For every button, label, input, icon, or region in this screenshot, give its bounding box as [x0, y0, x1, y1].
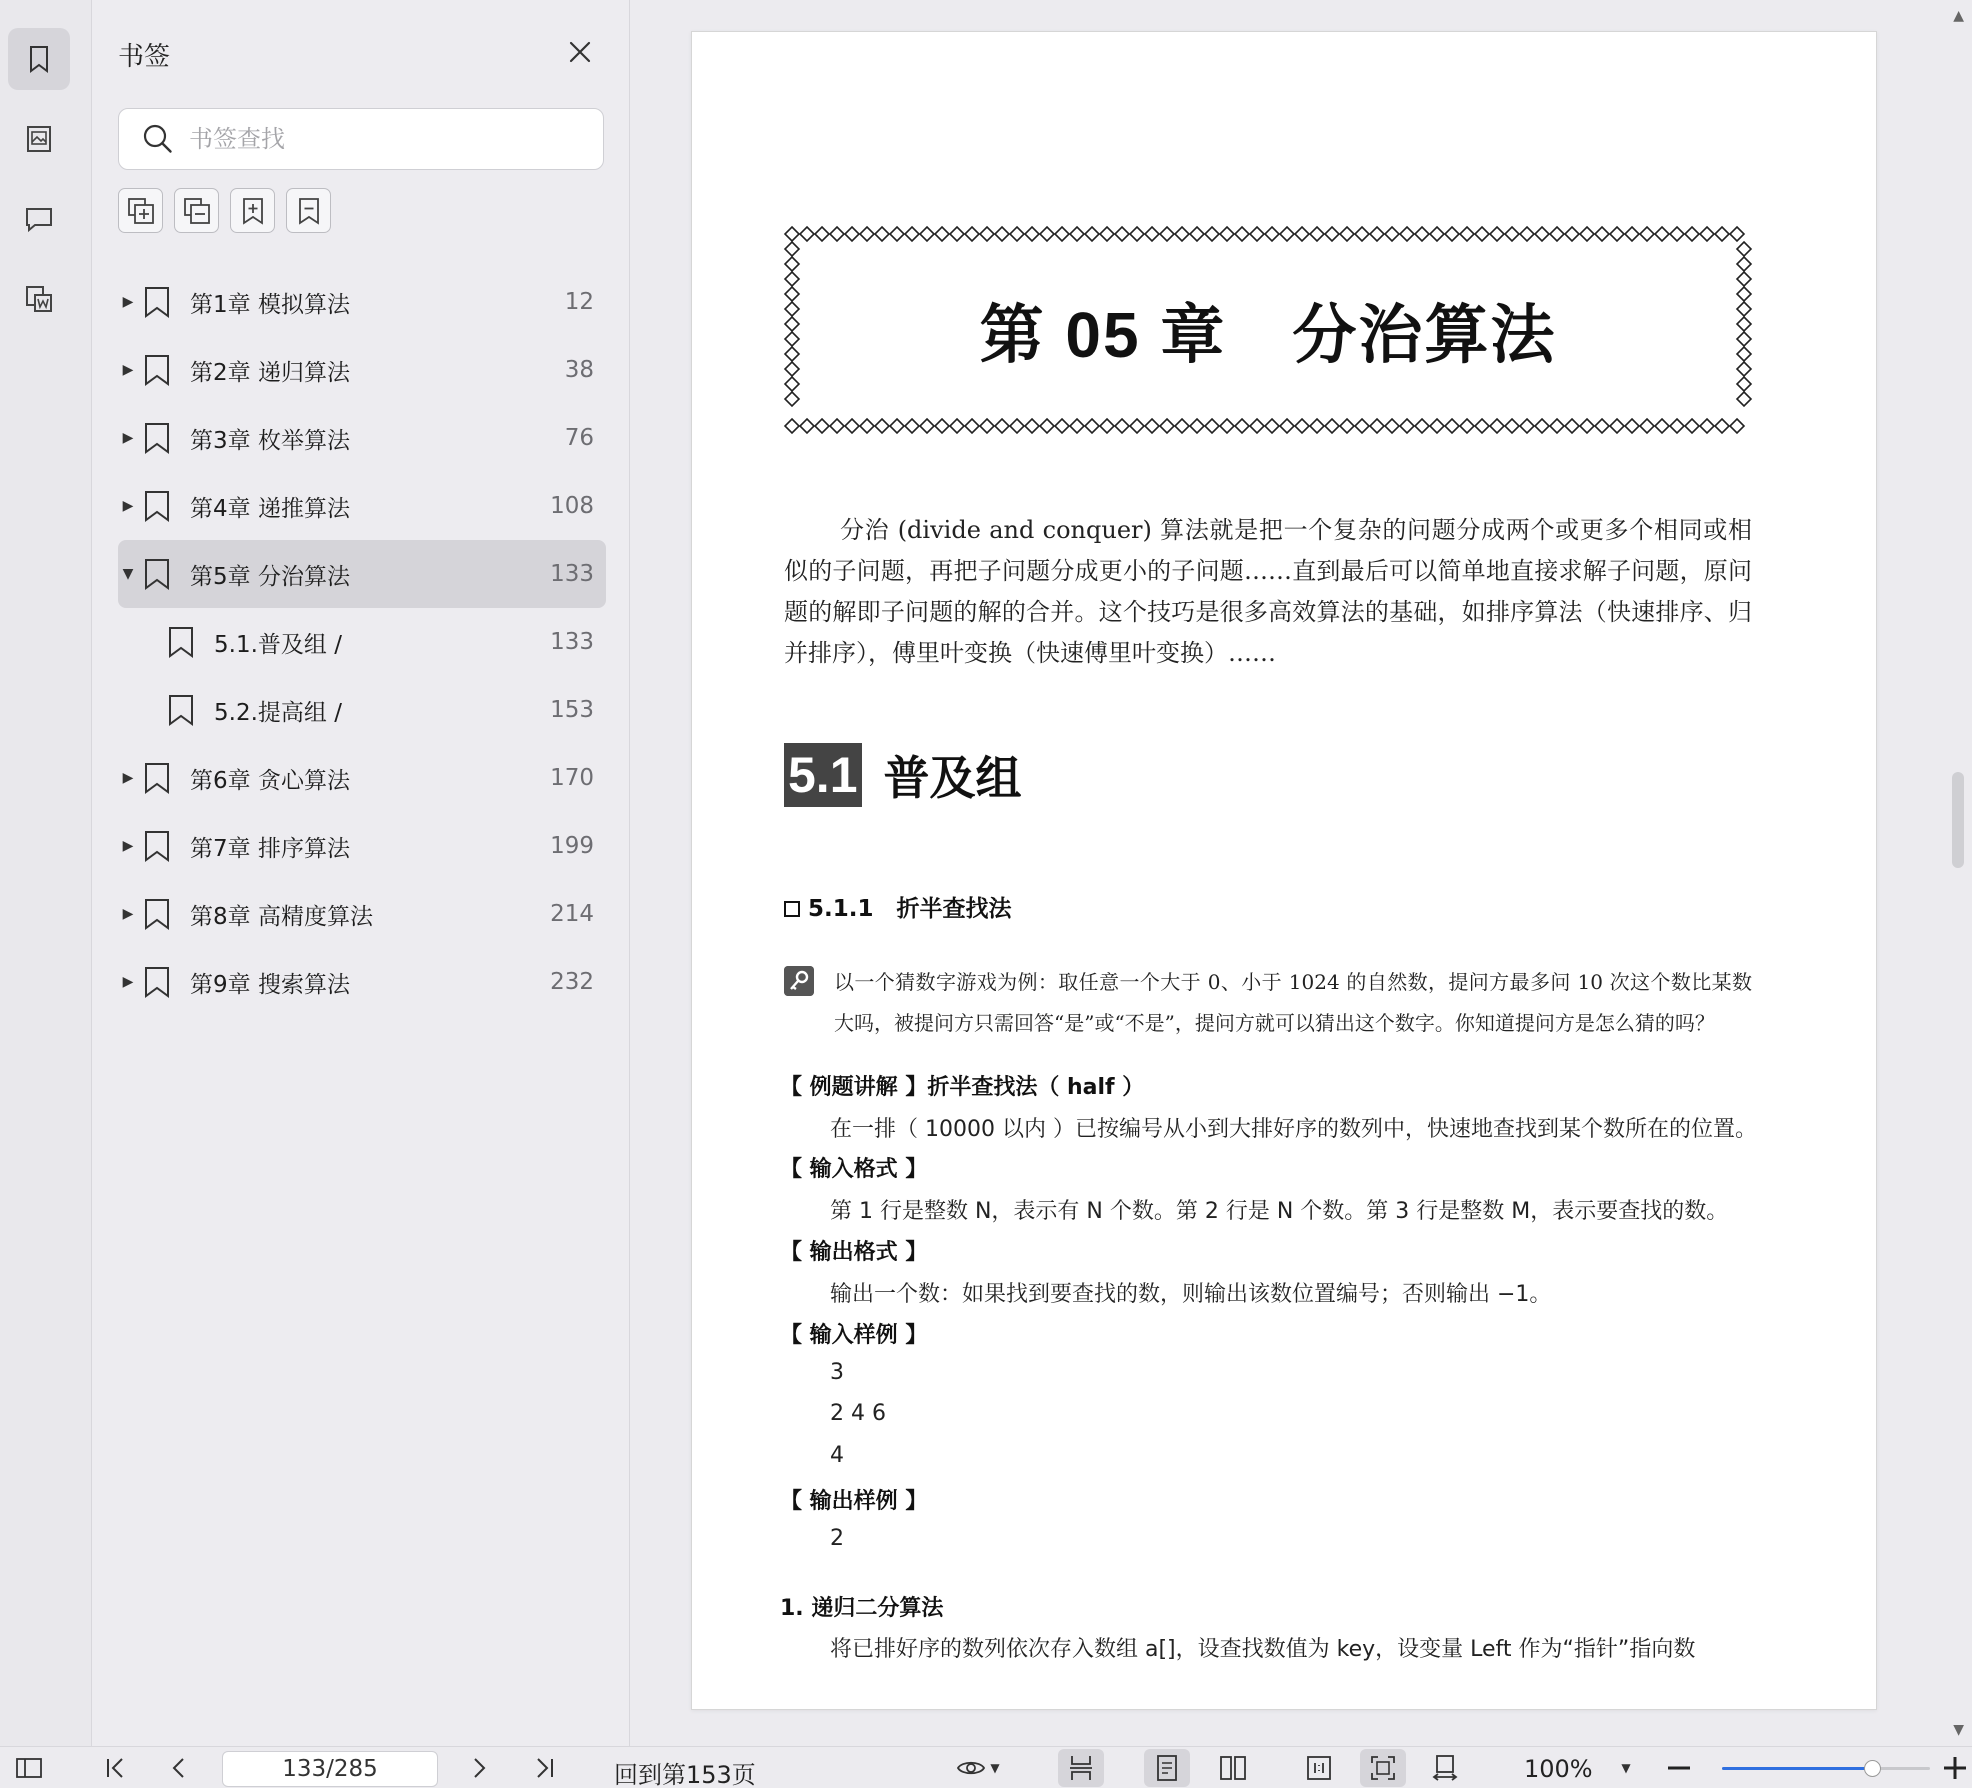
- bookmark-icon: [166, 693, 196, 727]
- zoom-slider-handle[interactable]: [1864, 1760, 1881, 1777]
- square-bullet-icon: [784, 901, 800, 917]
- bookmark-label: 第3章 枚举算法: [190, 427, 350, 454]
- bookmark-label: 第9章 搜索算法: [190, 971, 350, 998]
- tip-paragraph: 以一个猜数字游戏为例：取任意一个大于 0、小于 1024 的自然数，提问方最多问 10 次这个数比某数大吗，被提问方只需回答“是”或“不是”，提问方就可以猜出这个数字。你知道提问方是怎么猜的吗？: [834, 970, 1752, 1035]
- bookmark-label: 第1章 模拟算法: [190, 291, 350, 318]
- add-bookmark-icon: [237, 195, 269, 227]
- bookmark-label: 5.2.提高组 /: [214, 699, 342, 726]
- bookmark-label: 第7章 排序算法: [190, 835, 350, 862]
- rail-word-export-button[interactable]: [8, 268, 70, 330]
- bookmark-item[interactable]: [118, 404, 606, 472]
- search-icon: [141, 122, 175, 156]
- caret-right-icon[interactable]: ▶: [122, 906, 134, 922]
- caret-down-icon[interactable]: ▼: [122, 566, 134, 582]
- previous-page-button[interactable]: [162, 1747, 196, 1788]
- caret-right-icon[interactable]: ▶: [122, 838, 134, 854]
- add-bookmark-button[interactable]: [230, 188, 275, 233]
- bookmark-item[interactable]: [118, 336, 606, 404]
- body-line: 2: [830, 1526, 844, 1551]
- bookmark-item[interactable]: [118, 812, 606, 880]
- zoom-value[interactable]: 100%: [1524, 1755, 1593, 1783]
- rotate-page-button[interactable]: [1422, 1747, 1468, 1788]
- bookmark-item[interactable]: [118, 608, 606, 676]
- bookmark-label: 5.1.普及组 /: [214, 631, 342, 658]
- page-number-input[interactable]: [222, 1751, 438, 1787]
- section-title: 普及组: [883, 752, 1022, 804]
- rotate-icon: [1430, 1753, 1460, 1783]
- chevron-right-icon: [464, 1753, 494, 1783]
- body-line: 3: [830, 1360, 844, 1385]
- plus-icon: [1940, 1753, 1970, 1783]
- bookmark-page-number: 38: [564, 357, 594, 383]
- single-page-button[interactable]: [1144, 1749, 1190, 1787]
- bookmark-icon: [166, 625, 196, 659]
- body-line: 2 4 6: [830, 1401, 886, 1426]
- bookmark-item[interactable]: [118, 744, 606, 812]
- key-tip-icon: [784, 966, 814, 996]
- single-page-icon: [1152, 1753, 1182, 1783]
- document-page: [691, 31, 1877, 1710]
- remove-bookmark-button[interactable]: [286, 188, 331, 233]
- caret-right-icon[interactable]: ▶: [122, 430, 134, 446]
- fit-page-icon: [1368, 1753, 1398, 1783]
- next-page-button[interactable]: [462, 1747, 496, 1788]
- zoom-in-button[interactable]: [1940, 1747, 1970, 1788]
- bookmark-page-number: 170: [550, 765, 594, 791]
- subsection-title: 5.1.1 折半查找法: [808, 896, 1012, 922]
- bottom-toolbar: [0, 1746, 1972, 1788]
- actual-size-icon: [1304, 1753, 1334, 1783]
- chevron-down-icon: ▼: [1621, 1761, 1631, 1775]
- section-heading: [784, 742, 1022, 808]
- caret-right-icon[interactable]: ▶: [122, 294, 134, 310]
- two-page-button[interactable]: [1210, 1747, 1256, 1788]
- expand-all-button[interactable]: [118, 188, 163, 233]
- caret-right-icon[interactable]: ▶: [122, 770, 134, 786]
- body-heading: 【 输入样例 】: [780, 1323, 928, 1348]
- body-line: 4: [830, 1443, 844, 1468]
- toggle-sidebar-button[interactable]: [12, 1747, 46, 1788]
- bookmark-icon: [142, 557, 172, 591]
- bookmark-page-number: 133: [550, 629, 594, 655]
- body-heading: 【 输入格式 】: [780, 1157, 928, 1182]
- bookmark-icon: [142, 897, 172, 931]
- bookmark-page-number: 199: [550, 833, 594, 859]
- fit-page-button[interactable]: [1360, 1749, 1406, 1787]
- last-page-icon: [530, 1753, 560, 1783]
- scroll-thumb[interactable]: [1952, 772, 1964, 868]
- bookmark-item[interactable]: [118, 676, 606, 744]
- bookmark-page-number: 133: [550, 561, 594, 587]
- bookmark-item[interactable]: [118, 880, 606, 948]
- bookmark-toolbar: [118, 188, 331, 233]
- collapse-all-button[interactable]: [174, 188, 219, 233]
- bookmark-label: 第5章 分治算法: [190, 563, 350, 590]
- scroll-down-arrow-icon[interactable]: ▼: [1953, 1722, 1964, 1738]
- bookmark-item[interactable]: [118, 540, 606, 608]
- caret-right-icon[interactable]: ▶: [122, 362, 134, 378]
- bookmark-item[interactable]: [118, 268, 606, 336]
- bookmark-item[interactable]: [118, 472, 606, 540]
- body-line: 输出一个数：如果找到要查找的数，则输出该数位置编号；否则输出 −1。: [830, 1282, 1552, 1307]
- continuous-scroll-button[interactable]: [1058, 1749, 1104, 1787]
- comment-icon: [23, 203, 55, 235]
- body-line: 在一排（ 10000 以内 ）已按编号从小到大排好序的数列中，快速地查找到某个数所在的位置。: [830, 1117, 1757, 1142]
- sidebar-toggle-icon: [14, 1753, 44, 1783]
- chapter-title: 第 05 章 分治算法: [979, 299, 1557, 371]
- bookmark-page-number: 153: [550, 697, 594, 723]
- word-export-icon: [23, 283, 55, 315]
- bookmark-label: 第8章 高精度算法: [190, 903, 373, 930]
- bookmark-icon: [23, 43, 55, 75]
- caret-right-icon[interactable]: ▶: [122, 498, 134, 514]
- first-page-icon: [100, 1753, 130, 1783]
- zoom-slider-fill: [1722, 1767, 1872, 1770]
- caret-right-icon[interactable]: ▶: [122, 974, 134, 990]
- bookmark-label: 第6章 贪心算法: [190, 767, 350, 794]
- subsection-heading: [784, 890, 1012, 923]
- two-page-icon: [1218, 1753, 1248, 1783]
- chevron-down-icon: ▼: [990, 1761, 1000, 1775]
- minus-icon: [1664, 1753, 1694, 1783]
- eye-icon: [956, 1753, 986, 1783]
- panel-title: 书签: [118, 42, 171, 72]
- continuous-scroll-icon: [1066, 1753, 1096, 1783]
- bookmark-page-number: 214: [550, 901, 594, 927]
- body-line: 第 1 行是整数 N，表示有 N 个数。第 2 行是 N 个数。第 3 行是整数 M，表示要查找的数。: [830, 1199, 1729, 1224]
- zoom-slider[interactable]: [1722, 1767, 1930, 1770]
- body-heading: 【 输出格式 】: [780, 1240, 928, 1265]
- body-heading: 【 输出样例 】: [780, 1489, 928, 1514]
- remove-bookmark-icon: [293, 195, 325, 227]
- bookmark-label: 第2章 递归算法: [190, 359, 350, 386]
- bookmark-page-number: 232: [550, 969, 594, 995]
- scroll-up-arrow-icon[interactable]: ▲: [1953, 8, 1964, 24]
- bookmark-page-number: 76: [564, 425, 594, 451]
- rail-comment-button[interactable]: [8, 188, 70, 250]
- bookmark-icon: [142, 829, 172, 863]
- left-rail: [0, 0, 92, 1746]
- chevron-left-icon: [164, 1753, 194, 1783]
- intro-paragraph: 分治 (divide and conquer) 算法就是把一个复杂的问题分成两个或更多个相同或相似的子问题，再把子问题分成更小的子问题……直到最后可以简单地直接求解子问题，原问题的解即子问题的解的合并。这个技巧是很多高效算法的基础，如排序算法（快速排序、归并排序），傅里叶变换（快速傅里叶变换）……: [784, 516, 1752, 667]
- back-to-page-link[interactable]: 回到第153页: [614, 1761, 756, 1788]
- document-viewer: [630, 0, 1972, 1746]
- bookmark-icon: [142, 965, 172, 999]
- bookmark-search-input[interactable]: [189, 125, 569, 153]
- body-heading: 1. 递归二分算法: [780, 1596, 944, 1621]
- view-mode-dropdown[interactable]: [950, 1747, 1006, 1788]
- image-icon: [23, 123, 55, 155]
- bookmark-search: [118, 108, 604, 170]
- expand-all-icon: [125, 195, 157, 227]
- bookmark-page-number: 12: [564, 289, 594, 315]
- bookmark-label: 第4章 递推算法: [190, 495, 350, 522]
- zoom-out-button[interactable]: [1662, 1747, 1696, 1788]
- vertical-scrollbar[interactable]: [1944, 0, 1972, 1746]
- bookmark-item[interactable]: [118, 948, 606, 1016]
- zoom-dropdown-button[interactable]: [1614, 1747, 1638, 1788]
- close-icon[interactable]: [564, 36, 596, 68]
- bookmark-icon: [142, 353, 172, 387]
- rail-image-button[interactable]: [8, 108, 70, 170]
- actual-size-button[interactable]: [1296, 1747, 1342, 1788]
- body-line: 将已排好序的数列依次存入数组 a[]，设查找数值为 key，设变量 Left 作为“指针”指向数: [830, 1637, 1696, 1662]
- bookmark-page-number: 108: [550, 493, 594, 519]
- bookmark-icon: [142, 489, 172, 523]
- bookmark-icon: [142, 761, 172, 795]
- rail-bookmark-button[interactable]: [8, 28, 70, 90]
- body-heading: 【 例题讲解 】折半查找法（ half ）: [780, 1075, 1145, 1100]
- last-page-button[interactable]: [528, 1747, 562, 1788]
- bookmark-panel: [92, 0, 630, 1746]
- bookmark-icon: [142, 285, 172, 319]
- first-page-button[interactable]: [98, 1747, 132, 1788]
- bookmark-list: [118, 268, 606, 1016]
- bookmark-icon: [142, 421, 172, 455]
- collapse-all-icon: [181, 195, 213, 227]
- section-number: 5.1: [784, 743, 862, 807]
